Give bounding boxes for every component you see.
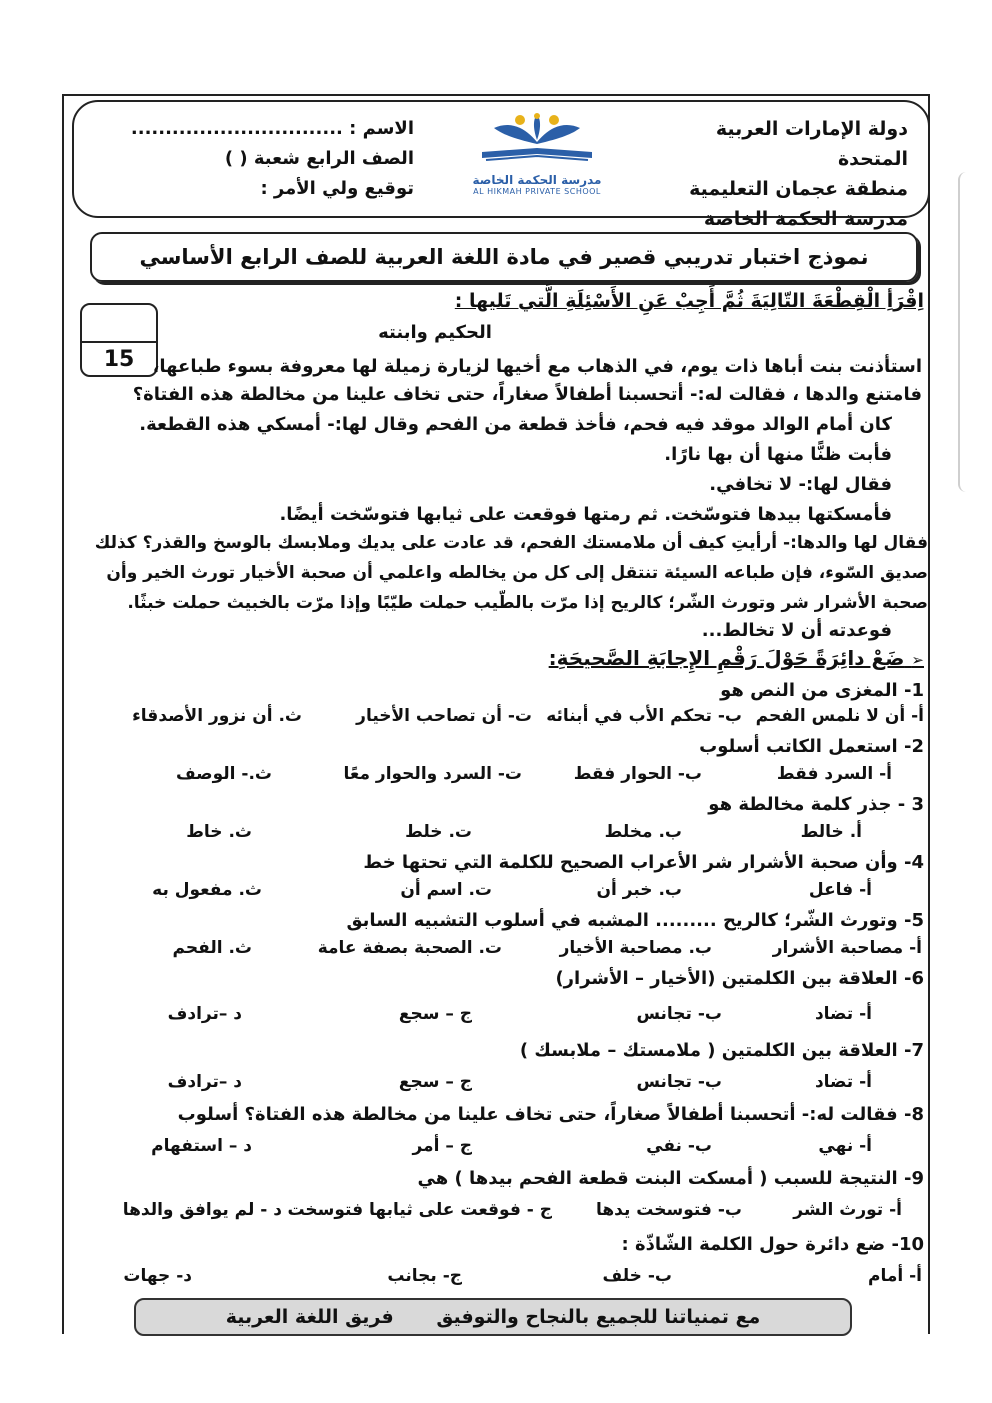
- story-line: صديق السّوء، فإن طباعه السيئة تنتقل إلى كل من يخالطه واعلمي أن صحبة الأخيار تورث الخير وأن: [106, 563, 928, 583]
- option[interactable]: أ- تورث الشر: [793, 1200, 902, 1220]
- option[interactable]: ب- تحكم الأب في أبنائه: [546, 706, 742, 726]
- country-line: دولة الإمارات العربية المتحدة: [715, 118, 908, 170]
- question-7: 7- العلاقة بين الكلمتين ( ملامستك – ملابسك ): [519, 1040, 924, 1061]
- score-divider: [82, 341, 156, 343]
- question-2: 2- استعمل الكاتب أسلوب: [699, 736, 924, 757]
- zone-line: منطقة عجمان التعليمية: [689, 178, 908, 200]
- story-line: استأذنت بنت أباها ذات يوم، في الذهاب مع أخيها لزيارة زميلة لها معروفة بسوء طباعها،: [152, 356, 922, 377]
- option[interactable]: ث. مفعول به: [152, 880, 262, 900]
- story-line: كان أمام الوالد موقد فيه فحم، فأخذ قطعة من الفحم وقال لها:- أمسكي هذه القطعة.: [139, 414, 892, 435]
- logo-arabic-text: مدرسة الحكمة الخاصة: [472, 173, 602, 187]
- score-box: [80, 303, 158, 377]
- option[interactable]: د- جهات: [123, 1266, 192, 1286]
- option[interactable]: ث. خاط: [186, 822, 252, 842]
- option[interactable]: ث.- الوصف: [175, 764, 272, 784]
- option[interactable]: ث. الفحم: [172, 938, 252, 958]
- option[interactable]: ب- خلف: [602, 1266, 672, 1286]
- option[interactable]: ت- أن تصاحب الأخيار: [356, 706, 532, 726]
- option[interactable]: أ- السرد فقط: [776, 764, 892, 784]
- question-6: 6- العلاقة بين الكلمتين (الأخيار – الأشرار): [555, 968, 924, 989]
- option[interactable]: ج - فوقعت على ثيابها فتوسخت: [287, 1200, 552, 1220]
- question-10: 10- ضع دائرة حول الكلمة الشّاذّة :: [621, 1234, 924, 1255]
- option[interactable]: د - لم يوافق والدها: [122, 1200, 282, 1220]
- option[interactable]: أ- فاعل: [808, 880, 872, 900]
- option[interactable]: ب- نفي: [646, 1136, 712, 1156]
- option[interactable]: ب. مخلط: [604, 822, 682, 842]
- student-info-block: [94, 114, 414, 204]
- story-line: فقال لها والدها:- أرأيتِ كيف أن ملامستك الفحم، قد عادت على يديك وملابسك بالوسخ والقذر؟ كذلك: [94, 533, 928, 553]
- question-5: 5- وتورث الشّر؛ كالريح ......... المشبه في أسلوب التشبيه السابق: [346, 910, 924, 931]
- option[interactable]: ث. أن نزور الأصدقاء: [132, 706, 302, 726]
- option[interactable]: ب- تجانس: [636, 1004, 722, 1024]
- option[interactable]: د –ترادف: [167, 1004, 242, 1024]
- scroll-edge: [958, 172, 966, 492]
- story-line: فامتنع والدها ، فقالت له:- أتحسبنا أطفالاً صغاراً، حتى تخاف علينا من مخالطة هذه الفتاة؟: [132, 384, 922, 405]
- option[interactable]: د – استفهام: [151, 1136, 252, 1156]
- logo-book-icon: [472, 112, 602, 170]
- option[interactable]: ج – سجع: [398, 1004, 472, 1024]
- question-3: 3 - جذر كلمة مخالطة هو: [708, 794, 924, 815]
- question-4: 4- وأن صحبة الأشرار شر الأعراب الصحيح للكلمة التي تحتها خط: [363, 852, 924, 873]
- school-line: مدرسة الحكمة الخاصة: [703, 208, 908, 230]
- option[interactable]: ب- الحوار فقط: [573, 764, 702, 784]
- option[interactable]: أ- أن لا نلمس الفحم: [755, 706, 924, 726]
- exam-title: نموذج اختبار تدريبي قصير في مادة اللغة العربية للصف الرابع الأساسي: [90, 232, 918, 282]
- question-9: 9- النتيجة للسبب ( أمسكت البنت قطعة الفحم بيدها ) هي: [417, 1168, 924, 1189]
- ministry-block: [648, 114, 908, 234]
- option[interactable]: أ- تضاد: [814, 1072, 872, 1092]
- footer-banner: [134, 1298, 852, 1336]
- section-title-text: ضَعْ دائِرَةً حَوْلَ رَقْمِ الإِجابَةِ الصَّحيحَةِ:: [548, 646, 905, 670]
- option[interactable]: ج- بجانب: [387, 1266, 462, 1286]
- option[interactable]: ب- فتوسخت يدها: [595, 1200, 742, 1220]
- school-logo: [442, 112, 632, 204]
- question-8: 8- فقالت له:- أتحسبنا أطفالاً صغاراً، حتى تخاف علينا من مخالطة هذه الفتاة؟ أسلوب: [177, 1104, 924, 1125]
- option[interactable]: ب. مصاحبة الأخيار: [559, 938, 712, 958]
- option[interactable]: أ- نهي: [818, 1136, 872, 1156]
- story-title: الحكيم وابنته: [378, 322, 492, 343]
- story-line: صحبة الأشرار شر وتورث الشّر؛ كالريح إذا مرّت بالطّيب حملت طيّبًا وإذا مرّت بالخبيث حملت خبثًا.: [127, 593, 928, 613]
- student-name-line: الاسم : ...............................: [130, 118, 414, 139]
- guardian-signature-line: توقيع ولي الأمر :: [260, 178, 414, 199]
- option[interactable]: ج – أمر: [412, 1136, 472, 1156]
- story-line: فأبت ظنًّا منها أن بها نارًا.: [664, 444, 892, 465]
- option[interactable]: أ- مصاحبة الأشرار: [772, 938, 922, 958]
- footer-wish: مع تمنياتنا للجميع بالنجاح والتوفيق: [436, 1306, 761, 1328]
- option[interactable]: د –ترادف: [167, 1072, 242, 1092]
- footer-team: فريق اللغة العربية: [225, 1306, 394, 1328]
- pointer-arrow-icon: ➢: [911, 651, 924, 669]
- story-line: فقال لها:- لا تخافي.: [709, 474, 892, 495]
- section-title: [549, 646, 924, 670]
- question-1: 1- المغزى من النص هو: [720, 680, 924, 701]
- option[interactable]: ت. اسم أن: [400, 880, 492, 900]
- story-line: فوعدته أن لا تخالط...: [701, 620, 892, 641]
- option[interactable]: أ- تضاد: [814, 1004, 872, 1024]
- option[interactable]: ت- السرد والحوار معًا: [343, 764, 522, 784]
- option[interactable]: ب. خبر أن: [596, 880, 682, 900]
- option[interactable]: ت. الصحبة بصفة عامة: [317, 938, 502, 958]
- option[interactable]: أ. خالط: [800, 822, 862, 842]
- reading-instruction: اِقْرَأِ الْقِطْعَةَ التّالِيَةَ ثُمَّ أَجِبْ عَنِ الأَسْئِلَةِ الَّتي تَليها :: [454, 290, 924, 312]
- option[interactable]: ت. خلط: [405, 822, 472, 842]
- option[interactable]: ب- تجانس: [636, 1072, 722, 1092]
- option[interactable]: ج – سجع: [398, 1072, 472, 1092]
- logo-english-text: AL HIKMAH PRIVATE SCHOOL: [473, 187, 601, 196]
- option[interactable]: أ- أمام: [868, 1266, 922, 1286]
- score-value: 15: [103, 347, 135, 372]
- grade-section-line: الصف الرابع شعبة ( ): [224, 148, 414, 169]
- story-line: فأمسكتها بيدها فتوسّخت. ثم رمتها فوقعت على ثيابها فتوسّخت أيضًا.: [279, 504, 892, 525]
- header-box: [72, 100, 930, 230]
